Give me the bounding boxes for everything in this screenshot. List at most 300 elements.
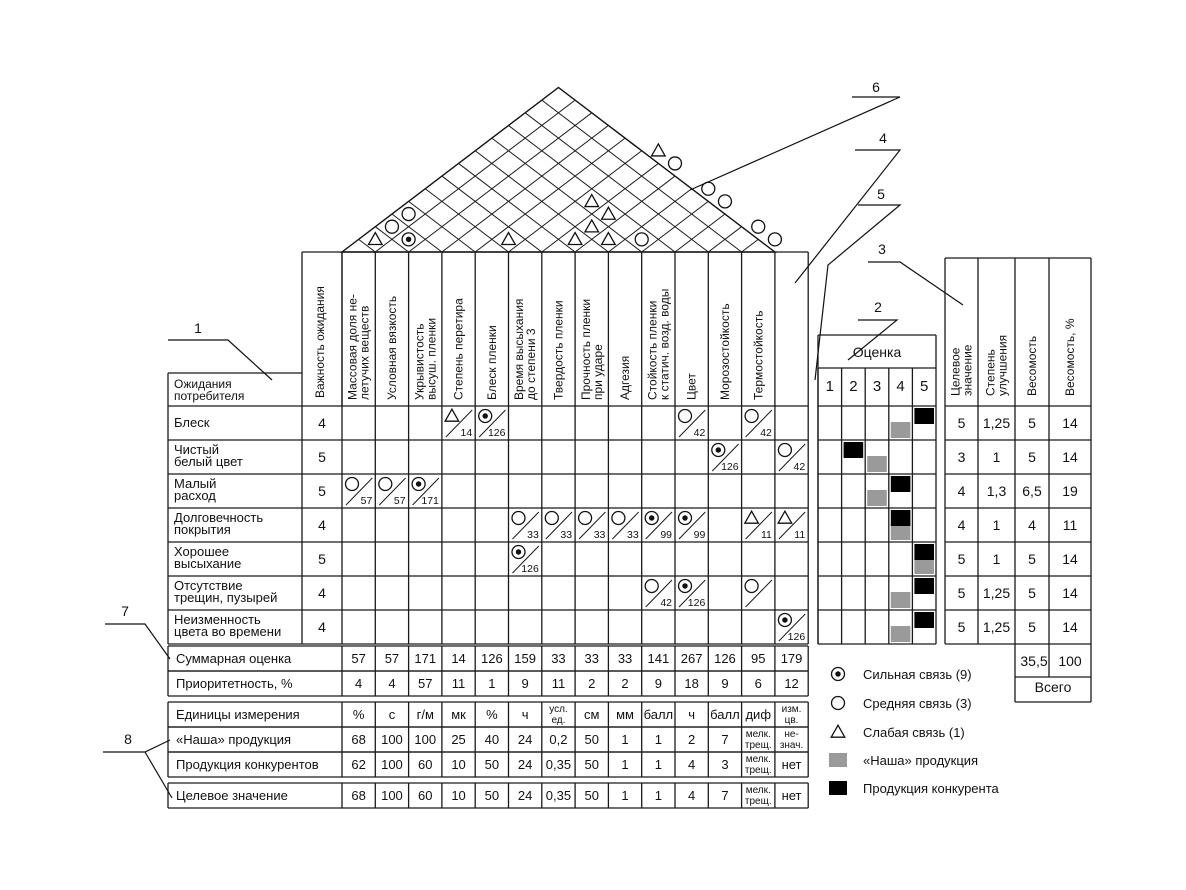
ours-rating-bar (867, 490, 887, 506)
competitor-value: 0,35 (545, 757, 572, 772)
characteristic-label: Укрывистость (412, 323, 427, 400)
competitor-rating-bar (914, 408, 934, 424)
customer-header-label: Ожидания (174, 377, 232, 391)
planning-value: 1,25 (982, 585, 1011, 601)
units-value: изм. (781, 704, 802, 715)
priority-value: 9 (521, 676, 529, 691)
characteristic-label: Стойкость пленки (645, 300, 660, 400)
planning-value: 11 (1062, 517, 1078, 533)
assessment-scale: 3 (872, 378, 882, 395)
relation-value: 11 (760, 529, 772, 541)
ours-value: не- (784, 729, 799, 740)
roof-weak-icon (585, 220, 599, 232)
roof-weak-icon (502, 233, 516, 245)
relation-strong-icon (778, 614, 791, 627)
requirement-label: Блеск (174, 415, 210, 430)
ours-value: мелк. (745, 729, 771, 740)
priority-value: 6 (754, 676, 762, 691)
target-value: 7 (721, 788, 729, 803)
competitor-value: 4 (688, 757, 696, 772)
legend-ours-swatch (829, 753, 847, 767)
callout-number: 4 (879, 130, 887, 146)
competitor-value: 50 (584, 757, 599, 772)
roof-medium-icon (635, 233, 648, 246)
customer-header-label: потребителя (174, 389, 245, 403)
units-label: Единицы измерения (176, 707, 300, 722)
planning-header: Степень (983, 349, 998, 396)
competitor-value: мелк. (745, 754, 771, 765)
roof-medium-icon (669, 157, 682, 170)
competitor-value: 62 (351, 757, 366, 772)
priority-value: 9 (721, 676, 729, 691)
target-value: мелк. (745, 785, 771, 796)
requirement-label: Хорошее (174, 544, 230, 559)
ours-rating-bar (891, 626, 911, 642)
priority-value: 12 (784, 676, 799, 691)
strong-center-dot (516, 549, 521, 554)
characteristic-label: Время высыхания (512, 298, 527, 400)
importance-value: 5 (318, 449, 326, 465)
roof-grid-line (475, 138, 625, 252)
roof-medium-icon (768, 233, 781, 246)
total-value: 159 (514, 651, 537, 666)
callout-leader (690, 97, 900, 190)
importance-value: 5 (318, 483, 326, 499)
units-value: г/м (416, 707, 434, 722)
priority-value: 2 (588, 676, 596, 691)
relation-value: 42 (760, 427, 772, 439)
planning-value: 4 (957, 483, 966, 499)
importance-value: 4 (318, 517, 326, 533)
roof-grid-line (608, 189, 691, 252)
relation-medium-icon (612, 512, 625, 525)
ours-value: 1 (621, 732, 629, 747)
ours-value: 1 (654, 732, 662, 747)
legend-strong-icon (832, 668, 845, 681)
relation-strong-icon (712, 444, 725, 457)
callout-leader (168, 340, 272, 380)
target-value: 0,35 (545, 788, 572, 803)
priority-value: 4 (388, 676, 396, 691)
ours-rating-bar (891, 592, 911, 608)
relation-medium-icon (745, 580, 758, 593)
competitor-value: 1 (654, 757, 662, 772)
ours-value: 100 (414, 732, 437, 747)
relation-medium-icon (579, 512, 592, 525)
target-value: 50 (484, 788, 500, 803)
units-value: мм (616, 707, 634, 722)
relation-strong-icon (412, 478, 425, 491)
target-value: 1 (654, 788, 662, 803)
characteristic-label: Блеск пленки (484, 325, 499, 400)
callout-number: 1 (194, 320, 202, 336)
units-value: ед. (551, 715, 566, 726)
roof-grid-line (409, 113, 592, 252)
roof-grid-line (425, 189, 508, 252)
strong-center-dot (716, 447, 721, 452)
callout-leader (795, 150, 900, 283)
competitor-label: Продукция конкурентов (176, 757, 319, 772)
callout-number: 2 (874, 299, 882, 315)
planning-value: 1,25 (982, 619, 1011, 635)
planning-header: Весомость (1025, 335, 1039, 396)
competitor-value: 3 (721, 757, 729, 772)
requirement-label: Отсутствие (174, 578, 243, 593)
roof-weak-icon (652, 144, 666, 156)
legend-label: «Наша» продукция (863, 753, 979, 768)
strong-center-dot (406, 237, 411, 242)
relation-weak-icon (745, 511, 759, 523)
total-weight: 35,5 (1020, 653, 1048, 669)
planning-header: Целевое (948, 347, 963, 396)
callout-number: 6 (872, 79, 880, 95)
planning-value: 1,3 (986, 483, 1007, 499)
total-value: 57 (351, 651, 366, 666)
relation-strong-icon (645, 512, 658, 525)
total-value: 95 (751, 651, 766, 666)
characteristic-label: Твердость пленки (551, 300, 566, 400)
target-value: нет (781, 788, 802, 803)
importance-value: 4 (318, 415, 326, 431)
competitor-value: 24 (517, 757, 533, 772)
roof-medium-icon (752, 220, 765, 233)
planning-value: 4 (1028, 517, 1036, 533)
strong-center-dot (482, 413, 487, 418)
legend-label: Средняя связь (3) (863, 696, 972, 711)
competitor-value: 60 (418, 757, 433, 772)
roof-grid-line (742, 239, 759, 252)
requirement-label: высыхание (174, 556, 242, 571)
competitor-value: 10 (451, 757, 466, 772)
priority-value: 11 (551, 676, 566, 691)
planning-value: 5 (1028, 585, 1036, 601)
total-value: 126 (480, 651, 503, 666)
roof-weak-icon (602, 233, 616, 245)
planning-value: 3 (957, 449, 966, 465)
planning-value: 14 (1062, 449, 1078, 465)
total-percent: 100 (1058, 653, 1082, 669)
planning-value: 5 (1028, 619, 1036, 635)
characteristic-label: Прочность пленки (578, 298, 593, 400)
relation-value: 99 (660, 529, 672, 541)
total-value: 57 (384, 651, 400, 666)
relation-value: 33 (527, 529, 539, 541)
target-label: Целевое значение (176, 788, 288, 803)
relation-value: 11 (794, 529, 806, 541)
target-value: трещ. (744, 796, 772, 807)
planning-value: 5 (957, 585, 966, 601)
strong-center-dot (782, 617, 787, 622)
priority-value: 2 (621, 676, 629, 691)
roof-grid-line (459, 163, 576, 252)
planning-value: 5 (1028, 449, 1036, 465)
priority-value: 4 (355, 676, 363, 691)
requirement-label: покрытия (174, 522, 231, 537)
priority-value: 9 (654, 676, 662, 691)
strong-center-dot (416, 481, 421, 486)
planning-value: 5 (957, 619, 966, 635)
callout-number: 8 (124, 731, 132, 747)
callout-leader (105, 624, 170, 659)
planning-value: 1 (992, 551, 1001, 567)
relation-medium-icon (346, 478, 359, 491)
target-value: 1 (621, 788, 629, 803)
ours-rating-bar (891, 524, 911, 540)
ours-label: «Наша» продукция (176, 732, 292, 747)
characteristic-label: к статич. возд. воды (657, 288, 672, 400)
total-value: 33 (584, 651, 599, 666)
planning-value: 14 (1062, 585, 1078, 601)
competitor-rating-bar (914, 544, 934, 560)
roof-grid-line (525, 113, 708, 252)
competitor-rating-bar (914, 612, 934, 628)
callout-number: 3 (878, 241, 886, 257)
characteristic-label: до степени 3 (524, 328, 539, 400)
roof-medium-icon (718, 195, 731, 208)
units-value: см (584, 707, 600, 722)
competitor-rating-bar (844, 442, 864, 458)
requirement-label: цвета во времени (174, 624, 282, 639)
priority-value: 57 (418, 676, 433, 691)
relation-value: 126 (521, 563, 539, 575)
planning-value: 4 (957, 517, 966, 533)
target-value: 10 (451, 788, 466, 803)
competitor-value: трещ. (744, 765, 772, 776)
importance-value: 4 (318, 619, 326, 635)
competitor-rating-bar (914, 578, 934, 594)
planning-header: значение (960, 344, 975, 396)
ours-rating-bar (891, 422, 911, 438)
importance-header: Важность ожидания (313, 286, 327, 398)
relation-value: 126 (721, 461, 739, 473)
units-value: диф (745, 707, 772, 722)
requirement-label: белый цвет (174, 454, 243, 469)
target-value: 4 (688, 788, 696, 803)
priority-value: 1 (488, 676, 496, 691)
assessment-scale: 5 (920, 378, 929, 395)
relation-medium-icon (645, 580, 658, 593)
relation-value: 42 (793, 461, 806, 473)
relation-value: 99 (693, 529, 706, 541)
total-value: 33 (551, 651, 566, 666)
roof-grid-line (359, 239, 376, 252)
units-value: ч (521, 707, 529, 722)
relation-value: 42 (693, 427, 706, 439)
roof-weak-icon (602, 207, 616, 219)
ours-value: 25 (451, 732, 466, 747)
planning-header: улучшения (995, 334, 1010, 396)
relation-value: 126 (487, 427, 506, 439)
target-value: 60 (418, 788, 433, 803)
assessment-scale: 4 (896, 378, 905, 395)
relation-value: 171 (421, 495, 439, 507)
priority-label: Приоритетность, % (176, 676, 293, 691)
callout-number: 7 (121, 603, 129, 619)
characteristic-label: при ударе (590, 344, 605, 400)
competitor-value: 100 (381, 757, 403, 772)
planning-value: 5 (957, 415, 966, 431)
roof-grid-line (542, 163, 659, 252)
planning-value: 5 (1028, 415, 1036, 431)
roof-strong-icon (402, 233, 415, 246)
characteristic-label: Морозостойкость (717, 303, 732, 400)
planning-value: 14 (1062, 415, 1078, 431)
relation-medium-icon (679, 410, 692, 423)
relation-strong-icon (479, 410, 492, 423)
relation-value: 57 (360, 495, 373, 507)
callout-number: 5 (877, 186, 885, 202)
strong-center-dot (649, 515, 654, 520)
relation-value: 126 (787, 631, 806, 643)
total-value: 33 (617, 651, 633, 666)
relation-strong-icon (679, 580, 692, 593)
relation-medium-icon (745, 410, 758, 423)
units-value: мк (451, 707, 466, 722)
target-value: 24 (517, 788, 533, 803)
relation-value: 42 (660, 597, 672, 609)
competitor-value: 1 (621, 757, 629, 772)
priority-value: 11 (451, 676, 466, 691)
characteristic-label: Термостойкость (751, 310, 766, 400)
planning-value: 19 (1062, 483, 1078, 499)
ours-value: трещ. (744, 740, 772, 751)
total-value: 267 (680, 651, 703, 666)
strong-center-dot (835, 671, 840, 676)
planning-value: 14 (1062, 551, 1078, 567)
relation-strong-icon (679, 512, 692, 525)
planning-value: 1,25 (982, 415, 1011, 431)
requirement-label: Неизменность (174, 612, 261, 627)
legend-medium-icon (832, 697, 845, 710)
requirement-label: трещин, пузырей (174, 590, 278, 605)
relation-medium-icon (778, 444, 791, 457)
planning-value: 1 (992, 449, 1001, 465)
units-value: усл. (549, 704, 568, 715)
ours-value: 2 (688, 732, 696, 747)
callout-leader (868, 262, 963, 305)
relation-medium-icon (512, 512, 525, 525)
planning-value: 1 (992, 517, 1001, 533)
relation-value: 33 (593, 529, 606, 541)
requirement-label: Чистый (174, 442, 219, 457)
legend-competitor-swatch (829, 781, 847, 795)
relation-medium-icon (379, 478, 392, 491)
units-value: балл (710, 707, 740, 722)
requirement-label: Долговечность (174, 510, 264, 525)
total-value: 141 (647, 651, 670, 666)
target-value: 100 (381, 788, 403, 803)
relation-medium-icon (545, 512, 558, 525)
ours-value: 0,2 (549, 732, 568, 747)
units-value: % (486, 707, 498, 722)
planning-value: 5 (1028, 551, 1036, 567)
importance-value: 5 (318, 551, 326, 567)
units-value: с (388, 707, 396, 722)
units-value: % (352, 707, 365, 722)
strong-center-dot (682, 515, 687, 520)
ours-rating-bar (914, 558, 934, 574)
legend-label: Слабая связь (1) (863, 725, 965, 740)
assessment-scale: 2 (849, 378, 858, 395)
legend-label: Сильная связь (9) (863, 667, 972, 682)
roof-weak-icon (585, 195, 599, 207)
callout-leader (103, 740, 170, 752)
relation-weak-icon (445, 409, 459, 421)
ours-value: 7 (721, 732, 729, 747)
planning-value: 6,5 (1022, 483, 1042, 499)
relation-value: 14 (460, 427, 473, 439)
total-label: Суммарная оценка (176, 651, 292, 666)
competitor-value: нет (781, 757, 802, 772)
total-value: 171 (414, 651, 437, 666)
roof-medium-icon (385, 220, 398, 233)
roof-outline (342, 87, 775, 252)
relation-value: 33 (560, 529, 573, 541)
units-value: цв. (784, 715, 799, 726)
importance-value: 4 (318, 585, 326, 601)
assessment-title: Оценка (852, 344, 902, 360)
planning-header: Весомость, % (1063, 318, 1077, 396)
ours-rating-bar (867, 456, 887, 472)
competitor-value: 50 (484, 757, 500, 772)
roof-weak-icon (369, 233, 383, 245)
roof-grid-line (492, 138, 642, 252)
assessment-scale: 1 (825, 378, 834, 395)
characteristic-label: летучих веществ (357, 305, 372, 400)
competitor-rating-bar (891, 476, 911, 492)
requirement-label: Малый (174, 476, 217, 491)
ours-value: 24 (517, 732, 533, 747)
total-value: 14 (451, 651, 466, 666)
total-value: 179 (780, 651, 803, 666)
target-value: 68 (351, 788, 366, 803)
total-value: 126 (714, 651, 736, 666)
roof-medium-icon (402, 208, 415, 221)
ours-value: 68 (351, 732, 366, 747)
roof-grid-line (392, 214, 442, 252)
relation-value: 126 (687, 597, 706, 609)
relation-value: 33 (627, 529, 639, 541)
characteristic-label: Степень перетира (451, 298, 466, 400)
competitor-rating-bar (891, 510, 911, 526)
characteristic-label: Цвет (684, 373, 699, 400)
characteristic-label: Адгезия (618, 355, 633, 400)
priority-value: 18 (684, 676, 699, 691)
characteristic-label: высуш. пленки (424, 317, 439, 400)
roof-grid-line (675, 214, 725, 252)
requirement-label: расход (174, 488, 216, 503)
strong-center-dot (682, 583, 687, 588)
relation-value: 57 (393, 495, 406, 507)
legend-label: Продукция конкурента (863, 781, 999, 796)
characteristic-label: Условная вязкость (384, 295, 399, 400)
cell-diagonal (746, 580, 772, 607)
relation-strong-icon (512, 546, 525, 559)
roof-weak-icon (568, 233, 582, 245)
ours-value: знач. (779, 740, 804, 751)
ours-value: 50 (584, 732, 599, 747)
planning-value: 14 (1062, 619, 1078, 635)
ours-value: 100 (381, 732, 403, 747)
legend-weak-icon (831, 725, 845, 737)
units-value: ч (688, 707, 696, 722)
ours-value: 40 (484, 732, 500, 747)
relation-weak-icon (778, 511, 792, 523)
planning-value: 5 (957, 551, 966, 567)
target-value: 50 (584, 788, 599, 803)
characteristic-label: Массовая доля не- (345, 294, 360, 400)
units-value: балл (643, 707, 674, 722)
